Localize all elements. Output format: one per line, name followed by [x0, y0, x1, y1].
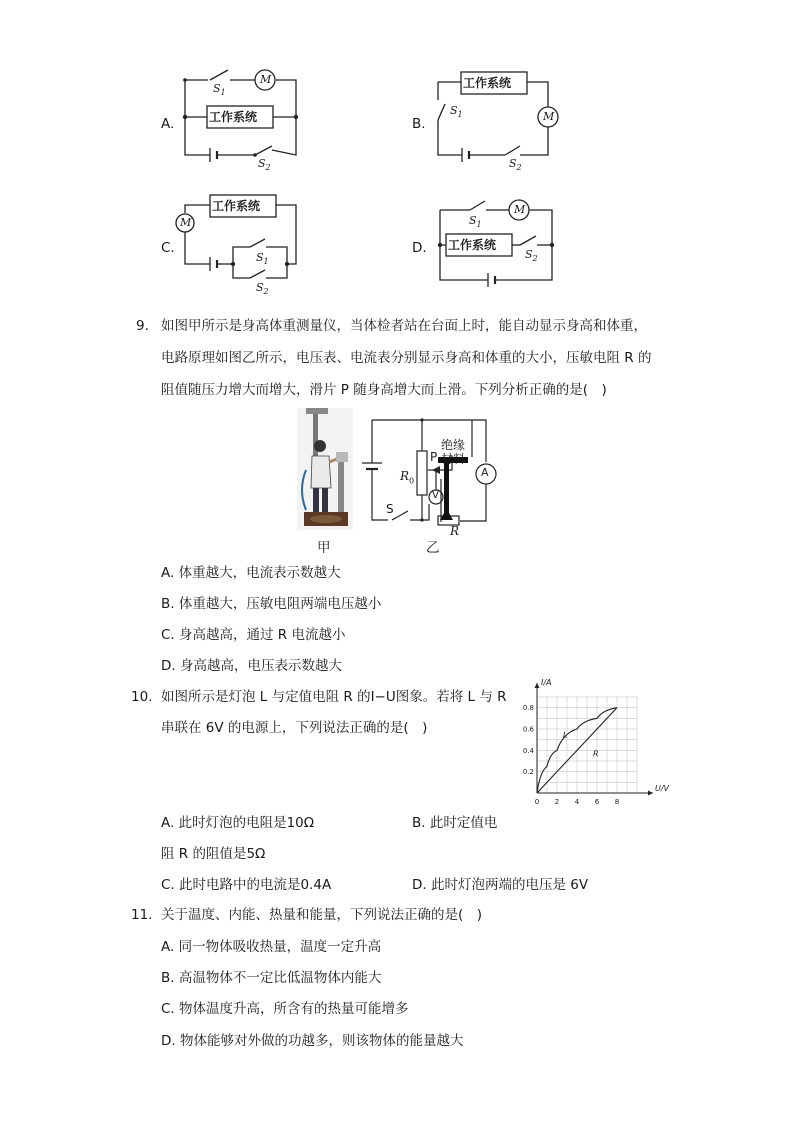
q8-c-motor: M: [180, 216, 192, 229]
x-tick-label: 4: [574, 798, 580, 806]
q11-option-a: A. 同一物体吸收热量，温度一定升高: [161, 939, 382, 955]
q8-b-box-label: 工作系统: [463, 76, 512, 90]
q9-caption-yi: 乙: [426, 540, 440, 556]
q9-insulator-label-2: 材料: [441, 452, 466, 466]
q11-stem: 关于温度、内能、热量和能量，下列说法正确的是( ): [161, 907, 483, 923]
q9-option-c: C. 身高越高，通过 R 电流越小: [161, 627, 346, 643]
q8-c-box-label: 工作系统: [212, 199, 261, 213]
q8-option-c-key: C.: [161, 240, 175, 256]
q9-caption-jia: 甲: [317, 540, 331, 556]
q10-stem-line2: 串联在 6V 的电源上，下列说法正确的是( ): [161, 720, 428, 736]
y-tick-label: 0.2: [522, 768, 534, 777]
q10-option-c: C. 此时电路中的电流是0.4A: [161, 877, 332, 893]
q8-d-s1: $S_1$: [469, 214, 482, 230]
x-tick-label: 8: [614, 798, 620, 806]
q9-switch-label: S: [386, 502, 394, 516]
series-R-label: R: [593, 749, 599, 759]
q8-option-a-key: A.: [161, 116, 175, 132]
q9-stem-line1: 如图甲所示是身高体重测量仪，当体检者站在台面上时，能自动显示身高和体重，: [161, 318, 647, 334]
q9-insulator-label-1: 绝缘: [441, 438, 466, 452]
q8-d-s2: $S_2$: [525, 248, 538, 264]
q9-option-a: A. 体重越大，电流表示数越大: [161, 565, 341, 581]
q11-option-c: C. 物体温度升高，所含有的热量可能增多: [161, 1001, 409, 1017]
q10-option-b: B. 此时定值电: [412, 815, 498, 831]
q10-stem-line1: 如图所示是灯泡 L 与定值电阻 R 的I−U图象。若将 L 与 R: [161, 689, 507, 705]
q8-c-s1: $S_1$: [256, 251, 269, 267]
q9-number: 9.: [136, 318, 149, 334]
q8-option-d-key: D.: [412, 240, 427, 256]
q9-r0-label: $R_0$: [400, 469, 415, 486]
q8-b-motor: M: [543, 110, 555, 123]
q10-option-d: D. 此时灯泡两端的电压是 6V: [412, 877, 589, 893]
q8-b-s1: $S_1$: [450, 104, 463, 120]
q8-option-b-key: B.: [412, 116, 426, 132]
q9-r-label: R: [450, 524, 460, 538]
q8-d-motor: M: [514, 203, 526, 216]
y-tick-label: 0.8: [522, 704, 534, 713]
x-tick-label: 6: [594, 798, 600, 806]
q9-option-b: B. 体重越大，压敏电阻两端电压越小: [161, 596, 382, 612]
q9-voltmeter-label: V: [432, 490, 439, 501]
q8-a-motor: M: [260, 73, 272, 86]
q9-slider-p-label: P: [430, 450, 438, 464]
q9-option-d: D. 身高越高，电压表示数越大: [161, 658, 342, 674]
q10-option-a: A. 此时灯泡的电阻是10Ω: [161, 815, 315, 831]
q11-option-d: D. 物体能够对外做的功越多，则该物体的能量越大: [161, 1033, 464, 1049]
q9-ammeter-label: A: [481, 466, 489, 479]
y-tick-label: 0.4: [522, 746, 534, 755]
y-axis-arrow: [535, 683, 540, 688]
x-tick-label: 2: [554, 798, 560, 806]
q10-iu-chart: [510, 678, 670, 806]
x-axis-label: U/V: [655, 784, 670, 793]
q8-a-s2: $S_2$: [258, 157, 271, 173]
y-axis-label: I/A: [541, 678, 552, 687]
q9-figure-yi-circuit: [0, 0, 794, 560]
q11-number: 11.: [131, 907, 153, 923]
series-L-label: L: [563, 730, 568, 740]
q8-c-s2: $S_2$: [256, 281, 269, 297]
x-tick-label: 0: [534, 798, 540, 806]
q11-option-b: B. 高温物体不一定比低温物体内能大: [161, 970, 382, 986]
q10-option-b-cont: 阻 R 的阻值是5Ω: [161, 846, 266, 862]
y-tick-label: 0.6: [522, 725, 534, 734]
q8-b-s2: $S_2$: [509, 157, 522, 173]
q8-a-box-label: 工作系统: [209, 110, 258, 124]
q9-stem-line3: 阻值随压力增大而增大，滑片 P 随身高增大而上滑。下列分析正确的是( ): [161, 382, 607, 398]
q8-d-box-label: 工作系统: [448, 238, 497, 252]
q8-a-s1: $S_1$: [213, 82, 226, 98]
q9-stem-line2: 电路原理如图乙所示，电压表、电流表分别显示身高和体重的大小，压敏电阻 R 的: [161, 350, 652, 366]
x-axis-arrow: [648, 791, 653, 796]
q10-number: 10.: [131, 689, 153, 705]
